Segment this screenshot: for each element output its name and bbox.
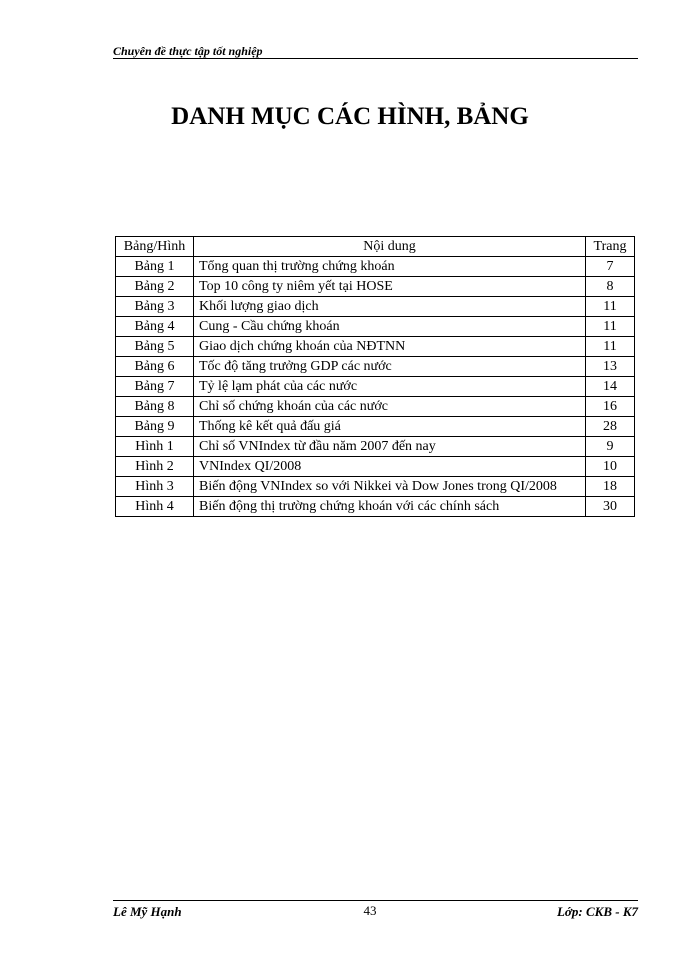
item-cell: Bảng 3 [116, 297, 194, 317]
content-cell: Chỉ số chứng khoán của các nước [194, 397, 586, 417]
running-header: Chuyên đề thực tập tốt nghiệp [113, 44, 263, 58]
item-cell: Bảng 5 [116, 337, 194, 357]
footer-divider [113, 900, 638, 901]
column-header-item: Bảng/Hình [116, 237, 194, 257]
item-cell: Bảng 8 [116, 397, 194, 417]
content-cell: Khối lượng giao dịch [194, 297, 586, 317]
item-cell: Bảng 4 [116, 317, 194, 337]
content-cell: Thống kê kết quả đấu giá [194, 417, 586, 437]
page-number: 43 [363, 903, 377, 918]
table-row [116, 457, 635, 477]
page-cell: 11 [586, 317, 635, 337]
content-cell: Cung - Cầu chứng khoán [194, 317, 586, 337]
header-divider [113, 58, 638, 59]
page-title: DANH MỤC CÁC HÌNH, BẢNG [171, 103, 529, 130]
table-row [116, 417, 635, 437]
content-cell: Top 10 công ty niêm yết tại HOSE [194, 277, 586, 297]
table-row [116, 337, 635, 357]
table-row [116, 357, 635, 377]
page-cell: 30 [586, 497, 635, 517]
table-row [116, 257, 635, 277]
item-cell: Hình 3 [116, 477, 194, 497]
content-cell: Giao dịch chứng khoán của NĐTNN [194, 337, 586, 357]
item-cell: Bảng 6 [116, 357, 194, 377]
page-cell: 16 [586, 397, 635, 417]
table-row [116, 497, 635, 517]
footer-class: Lớp: CKB - K7 [556, 904, 638, 919]
item-cell: Hình 2 [116, 457, 194, 477]
item-cell: Hình 1 [116, 437, 194, 457]
page-cell: 11 [586, 297, 635, 317]
content-cell: VNIndex QI/2008 [194, 457, 586, 477]
table-row [116, 477, 635, 497]
content-cell: Biến động VNIndex so với Nikkei và Dow Jones trong QI/2008 [194, 477, 586, 497]
item-cell: Bảng 7 [116, 377, 194, 397]
item-cell: Bảng 9 [116, 417, 194, 437]
item-cell: Bảng 2 [116, 277, 194, 297]
page-cell: 28 [586, 417, 635, 437]
content-cell: Tỷ lệ lạm phát của các nước [194, 377, 586, 397]
table-row [116, 397, 635, 417]
table-row [116, 437, 635, 457]
table-row [116, 297, 635, 317]
table-row [116, 277, 635, 297]
item-cell: Hình 4 [116, 497, 194, 517]
column-header-content: Nội dung [194, 237, 586, 257]
page-cell: 9 [586, 437, 635, 457]
page-cell: 18 [586, 477, 635, 497]
footer-author: Lê Mỹ Hạnh [113, 904, 182, 919]
page-cell: 13 [586, 357, 635, 377]
item-cell: Bảng 1 [116, 257, 194, 277]
page-cell: 14 [586, 377, 635, 397]
column-header-page: Trang [586, 237, 635, 257]
content-cell: Tổng quan thị trường chứng khoán [194, 257, 586, 277]
figures-tables-list [115, 236, 635, 517]
page-cell: 7 [586, 257, 635, 277]
page-cell: 8 [586, 277, 635, 297]
page-cell: 11 [586, 337, 635, 357]
page-cell: 10 [586, 457, 635, 477]
content-cell: Biến động thị trường chứng khoán với các chính sách [194, 497, 586, 517]
content-cell: Tốc độ tăng trưởng GDP các nước [194, 357, 586, 377]
table-row [116, 377, 635, 397]
table-row [116, 317, 635, 337]
table-header-row [116, 237, 635, 257]
content-cell: Chỉ số VNIndex từ đầu năm 2007 đến nay [194, 437, 586, 457]
